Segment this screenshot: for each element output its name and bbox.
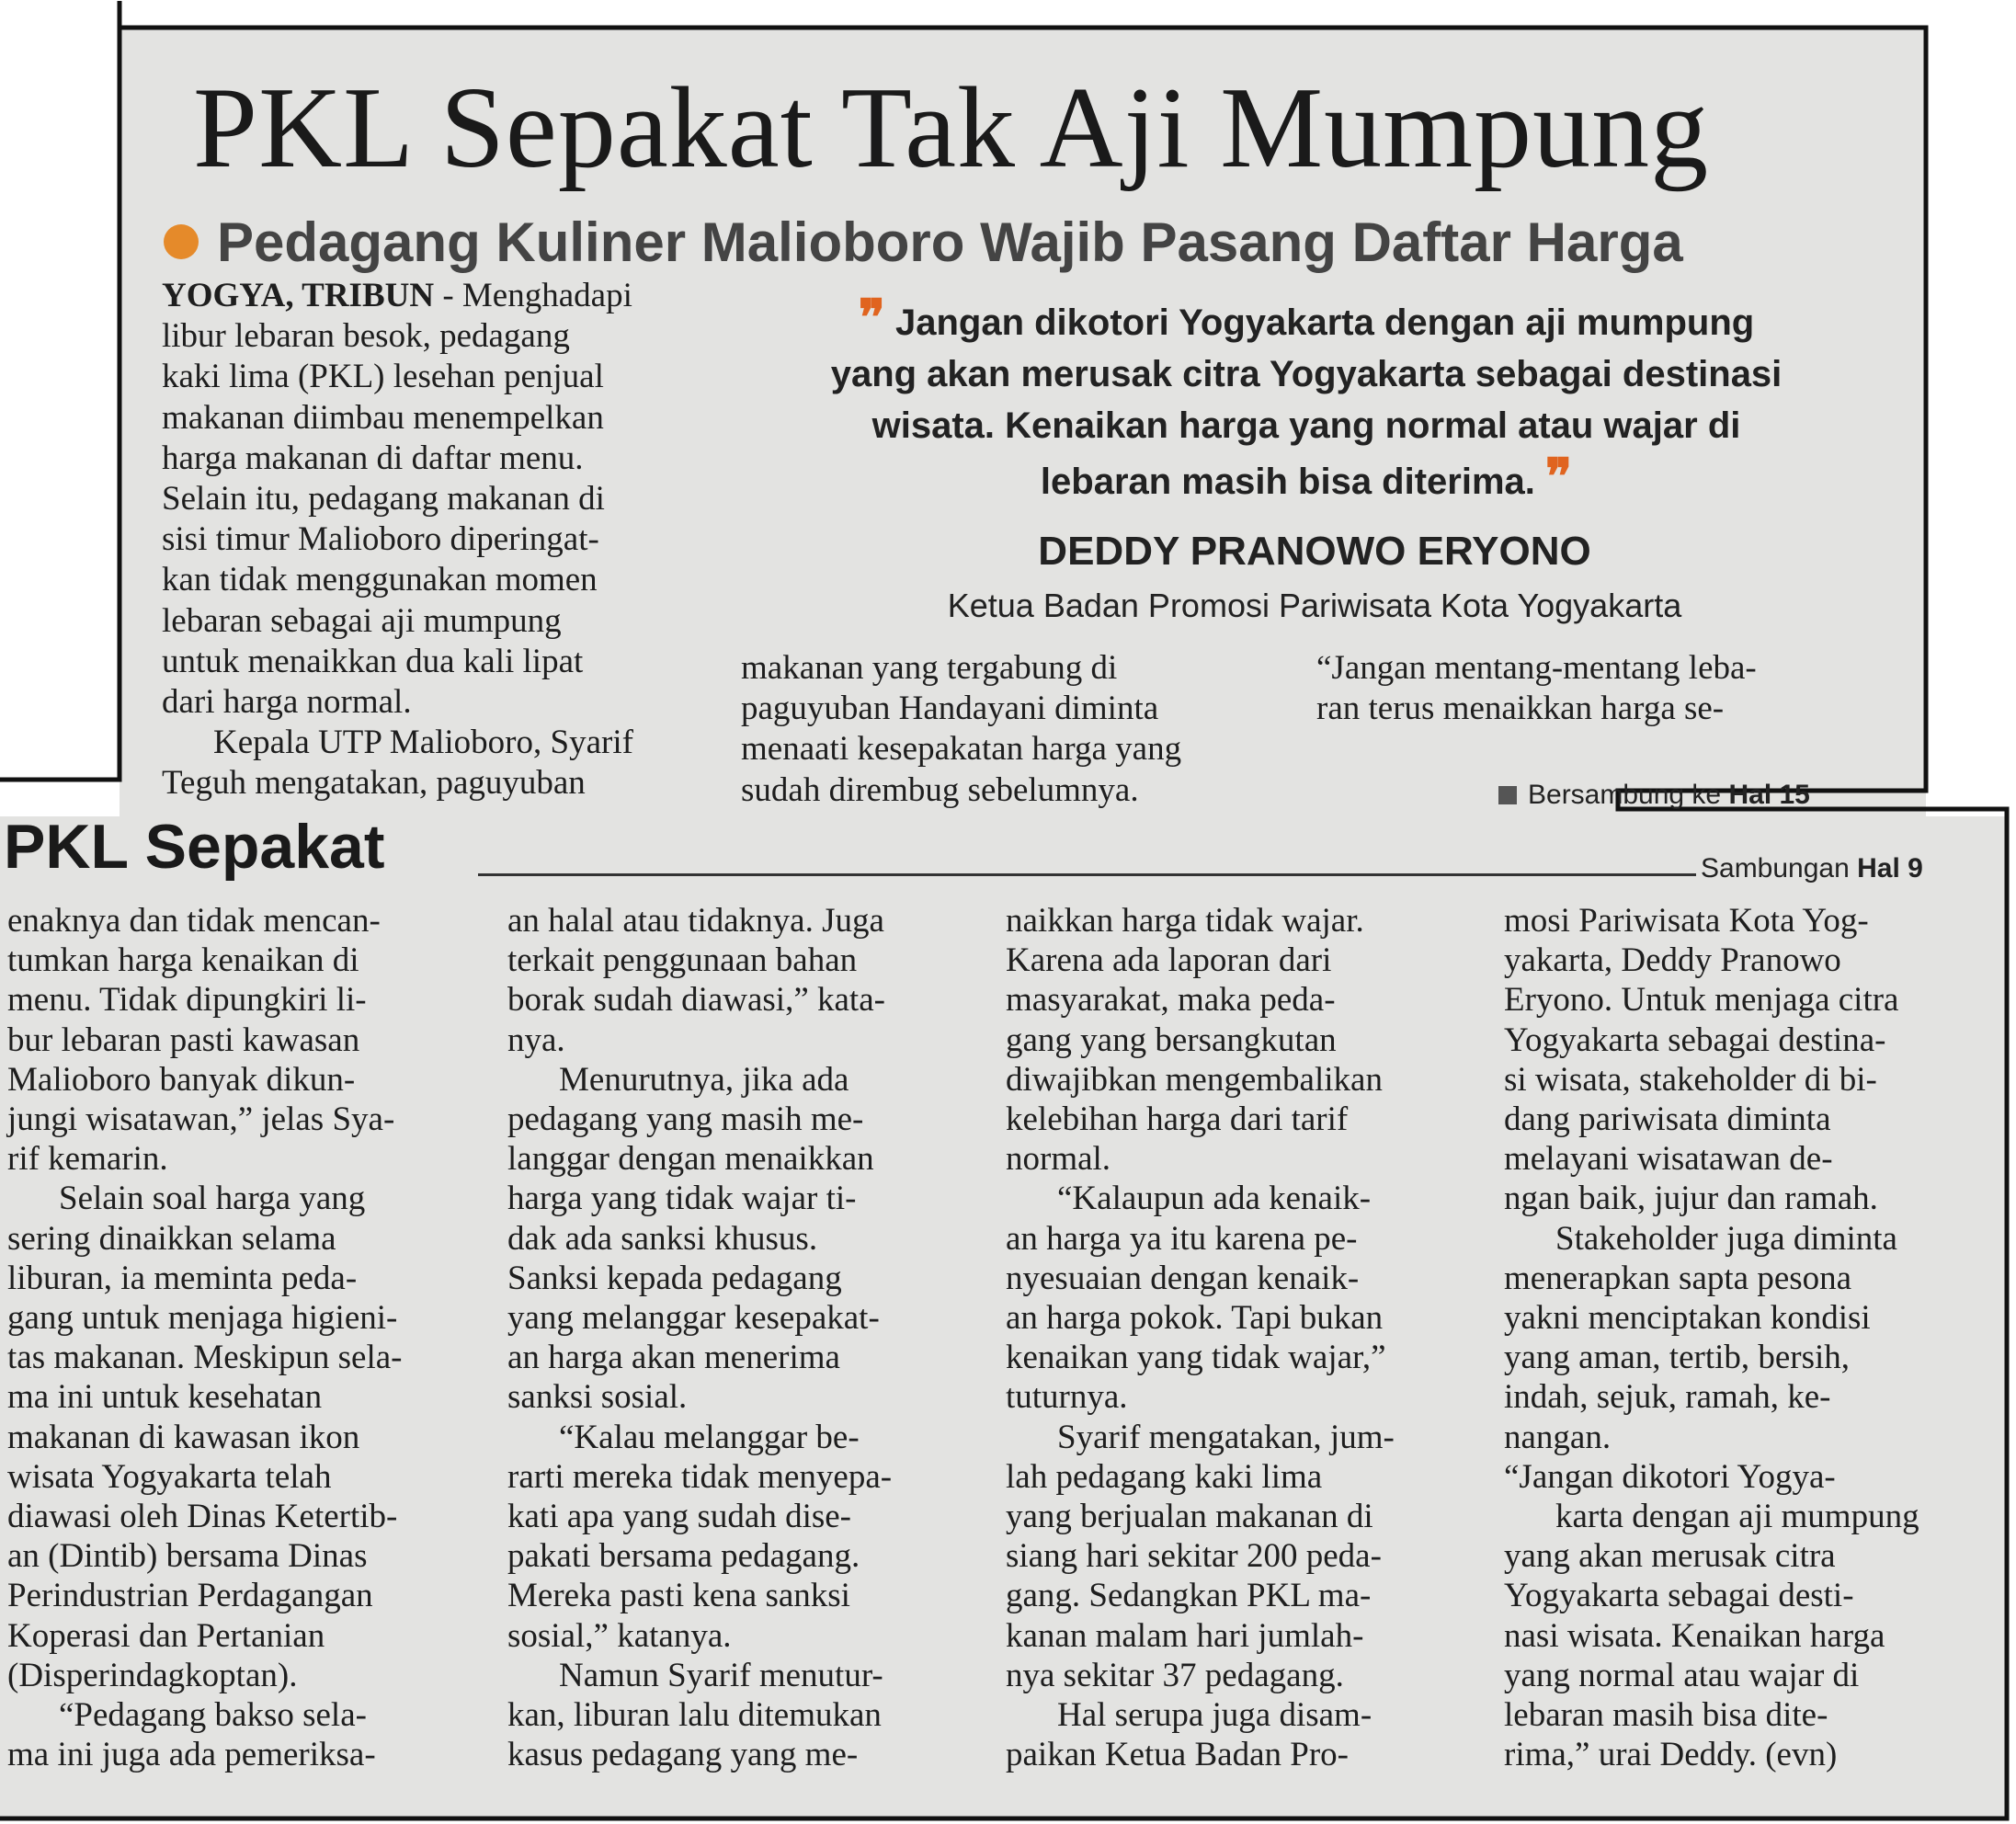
body-line: “Kalaupun ada kenaik- xyxy=(1057,1180,1372,1218)
body-line: gang yang bersangkutan xyxy=(1006,1020,1337,1059)
headline: PKL Sepakat Tak Aji Mumpung xyxy=(193,64,1710,192)
pull-quote-text: lebaran masih bisa diterima. xyxy=(1040,462,1535,502)
body-line: tas makanan. Meskipun sela- xyxy=(7,1339,403,1377)
quote-author-role: Ketua Badan Promosi Pariwisata Kota Yogyakarta xyxy=(947,587,1682,624)
body-line: menerapkan sapta pesona xyxy=(1504,1259,1852,1297)
body-line: wisata Yogyakarta telah xyxy=(7,1457,332,1496)
body-line: an harga ya itu karena pe- xyxy=(1006,1219,1358,1258)
body-line: mosi Pariwisata Kota Yog- xyxy=(1504,902,1869,940)
body-line: gang. Sedangkan PKL ma- xyxy=(1006,1577,1372,1615)
body-line: liburan, ia meminta peda- xyxy=(7,1259,358,1297)
body-line: makanan yang tergabung di xyxy=(741,649,1118,687)
body-line: yang berjualan makanan di xyxy=(1006,1498,1373,1536)
pull-quote xyxy=(741,292,1872,507)
body-line: yakarta, Deddy Pranowo xyxy=(1504,941,1841,980)
body-line: lebaran masih bisa dite- xyxy=(1504,1696,1828,1735)
continuation-column-4 xyxy=(1504,901,1964,1774)
body-line: pedagang yang masih me- xyxy=(507,1100,864,1139)
body-line: kan, liburan lalu ditemukan xyxy=(507,1696,882,1735)
continued-note xyxy=(1498,780,1810,811)
body-line: naikkan harga tidak wajar. xyxy=(1006,902,1364,940)
body-line: “Jangan mentang-mentang leba- xyxy=(1316,649,1757,687)
body-line: kelebihan harga dari tarif xyxy=(1006,1100,1349,1139)
body-line: terkait penggunaan bahan xyxy=(507,941,858,980)
body-line: Sanksi kepada pedagang xyxy=(507,1259,842,1297)
body-line: melayani wisatawan de- xyxy=(1504,1140,1833,1179)
body-line: nyesuaian dengan kenaik- xyxy=(1006,1259,1360,1297)
top-column-2 xyxy=(741,648,1278,811)
body-line: an (Dintib) bersama Dinas xyxy=(7,1537,368,1576)
body-line: an harga pokok. Tapi bukan xyxy=(1006,1299,1384,1338)
body-line: sanksi sosial. xyxy=(507,1378,688,1417)
body-line: sering dinaikkan selama xyxy=(7,1219,336,1258)
pull-quote-line xyxy=(741,451,1872,507)
body-line: rima,” urai Deddy. (evn) xyxy=(1504,1736,1838,1774)
continued-page: Hal 15 xyxy=(1728,780,1810,810)
body-line: siang hari sekitar 200 peda- xyxy=(1006,1537,1382,1576)
close-quote-icon: ❞ xyxy=(1545,450,1573,505)
pull-quote-line: yang akan merusak citra Yogyakarta sebagai destinasi xyxy=(830,354,1783,394)
body-line: ma ini juga ada pemeriksa- xyxy=(7,1736,376,1774)
lead-line: makanan diimbau menempelkan xyxy=(162,398,604,437)
body-line: kenaikan yang tidak wajar,” xyxy=(1006,1339,1386,1377)
body-line: Mereka pasti kena sanksi xyxy=(507,1577,850,1615)
body-line: “Kalau melanggar be- xyxy=(559,1418,860,1456)
body-line: menu. Tidak dipungkiri li- xyxy=(7,981,367,1020)
body-line: Perindustrian Perdagangan xyxy=(7,1577,373,1615)
body-line: sosial,” katanya. xyxy=(507,1616,732,1655)
body-line: borak sudah diawasi,” kata- xyxy=(507,981,885,1020)
body-line: nangan. xyxy=(1504,1418,1612,1456)
body-line: gang untuk menjaga higieni- xyxy=(7,1299,398,1338)
body-line: yang akan merusak citra xyxy=(1504,1537,1836,1576)
body-line: Menurutnya, jika ada xyxy=(559,1060,849,1099)
ref-prefix: Sambungan xyxy=(1701,853,1858,884)
ref-page: Hal 9 xyxy=(1857,853,1923,884)
body-line: yang aman, tertib, bersih, xyxy=(1504,1339,1851,1377)
body-line: enaknya dan tidak mencan- xyxy=(7,902,381,940)
body-line: masyarakat, maka peda- xyxy=(1006,981,1336,1020)
lead-line: Kepala UTP Malioboro, Syarif xyxy=(213,724,633,762)
body-line: Malioboro banyak dikun- xyxy=(7,1060,356,1099)
continuation-column-3 xyxy=(1006,901,1464,1774)
body-line: langgar dengan menaikkan xyxy=(507,1140,874,1179)
body-line: Eryono. Untuk menjaga citra xyxy=(1504,981,1899,1020)
body-line: yang melanggar kesepakat- xyxy=(507,1299,880,1338)
body-line: lah pedagang kaki lima xyxy=(1006,1457,1323,1496)
lead-line: kan tidak menggunakan momen xyxy=(162,561,598,599)
body-line: Selain soal harga yang xyxy=(59,1180,366,1218)
body-line: yang normal atau wajar di xyxy=(1504,1656,1860,1694)
continuation-heading: PKL Sepakat xyxy=(4,812,385,882)
body-line: jungi wisatawan,” jelas Sya- xyxy=(7,1100,395,1139)
body-line: Yogyakarta sebagai desti- xyxy=(1504,1577,1854,1615)
bullet-dot-icon xyxy=(164,224,199,259)
body-line: kati apa yang sudah dise- xyxy=(507,1498,851,1536)
body-line: dak ada sanksi khusus. xyxy=(507,1219,818,1258)
body-line: bur lebaran pasti kawasan xyxy=(7,1020,360,1059)
body-line: an harga akan menerima xyxy=(507,1339,840,1377)
pull-quote-text: Jangan dikotori Yogyakarta dengan aji mumpung xyxy=(894,302,1755,343)
body-line: nya. xyxy=(507,1020,565,1059)
body-line: pakati bersama pedagang. xyxy=(507,1537,860,1576)
square-bullet-icon xyxy=(1498,786,1517,804)
body-line: ma ini untuk kesehatan xyxy=(7,1378,323,1417)
body-line: an halal atau tidaknya. Juga xyxy=(507,902,884,940)
lead-line: harga makanan di daftar menu. xyxy=(162,439,584,477)
dateline: YOGYA, TRIBUN xyxy=(162,277,435,314)
body-line: rarti mereka tidak menyepa- xyxy=(507,1457,893,1496)
body-line: dang pariwisata diminta xyxy=(1504,1100,1831,1139)
lead-line: kaki lima (PKL) lesehan penjual xyxy=(162,358,604,396)
lead-line: lebaran sebagai aji mumpung xyxy=(162,601,562,640)
body-line: ngan baik, jujur dan ramah. xyxy=(1504,1180,1878,1218)
body-line: ran terus menaikkan harga se- xyxy=(1316,690,1725,728)
body-line: paikan Ketua Badan Pro- xyxy=(1006,1736,1349,1774)
continuation-column-1 xyxy=(7,901,467,1774)
lead-line: Teguh mengatakan, paguyuban xyxy=(162,764,586,803)
body-line: Stakeholder juga diminta xyxy=(1555,1219,1897,1258)
body-line: tumkan harga kenaikan di xyxy=(7,941,359,980)
body-line: Syarif mengatakan, jum- xyxy=(1057,1418,1395,1456)
body-line: makanan di kawasan ikon xyxy=(7,1418,360,1456)
body-line: paguyuban Handayani diminta xyxy=(741,690,1159,728)
quote-author-name: DEDDY PRANOWO ERYONO xyxy=(1038,529,1591,574)
body-line: diwajibkan mengembalikan xyxy=(1006,1060,1383,1099)
body-line: Hal serupa juga disam- xyxy=(1057,1696,1372,1735)
body-line: Karena ada laporan dari xyxy=(1006,941,1332,980)
body-line: yakni menciptakan kondisi xyxy=(1504,1299,1871,1338)
body-line: (Disperindagkoptan). xyxy=(7,1656,298,1694)
body-line: Namun Syarif menutur- xyxy=(559,1656,883,1694)
body-line: normal. xyxy=(1006,1140,1111,1179)
top-column-3 xyxy=(1316,648,1859,729)
lead-line: untuk menaikkan dua kali lipat xyxy=(162,642,584,680)
body-line: Koperasi dan Pertanian xyxy=(7,1616,325,1655)
body-line: nasi wisata. Kenaikan harga xyxy=(1504,1616,1885,1655)
body-line: menaati kesepakatan harga yang xyxy=(741,730,1182,769)
lead-line: sisi timur Malioboro diperingat- xyxy=(162,520,599,559)
subhead: Pedagang Kuliner Malioboro Wajib Pasang Daftar Harga xyxy=(217,211,1683,273)
body-line: harga yang tidak wajar ti- xyxy=(507,1180,857,1218)
continued-prefix: Bersambung ke xyxy=(1528,780,1722,810)
body-line: “Jangan dikotori Yogya- xyxy=(1504,1457,1836,1496)
pull-quote-line: wisata. Kenaikan harga yang normal atau wajar di xyxy=(871,405,1741,446)
lead-line: libur lebaran besok, pedagang xyxy=(162,317,570,356)
body-line: kanan malam hari jumlah- xyxy=(1006,1616,1364,1655)
body-line: indah, sejuk, ramah, ke- xyxy=(1504,1378,1831,1417)
body-line: tuturnya. xyxy=(1006,1378,1128,1417)
lead-line: Selain itu, pedagang makanan di xyxy=(162,480,605,519)
lead-column xyxy=(162,276,702,804)
subhead-row xyxy=(164,210,1683,274)
body-line: si wisata, stakeholder di bi- xyxy=(1504,1060,1877,1099)
body-line: sudah dirembug sebelumnya. xyxy=(741,770,1139,809)
body-line: kasus pedagang yang me- xyxy=(507,1736,859,1774)
lead-line: dari harga normal. xyxy=(162,683,412,722)
open-quote-icon: ❞ xyxy=(858,291,885,346)
pull-quote-line xyxy=(741,292,1872,348)
body-line: diawasi oleh Dinas Ketertib- xyxy=(7,1498,398,1536)
continuation-ref xyxy=(1701,853,1923,884)
body-line: karta dengan aji mumpung xyxy=(1555,1498,1919,1536)
body-line: “Pedagang bakso sela- xyxy=(59,1696,367,1735)
lead-line: - Menghadapi xyxy=(434,277,632,314)
heading-rule xyxy=(478,873,1696,876)
lead-first-line xyxy=(162,276,702,316)
body-line: rif kemarin. xyxy=(7,1140,168,1179)
body-line: nya sekitar 37 pedagang. xyxy=(1006,1656,1344,1694)
continuation-column-2 xyxy=(507,901,965,1774)
body-line: Yogyakarta sebagai destina- xyxy=(1504,1020,1886,1059)
